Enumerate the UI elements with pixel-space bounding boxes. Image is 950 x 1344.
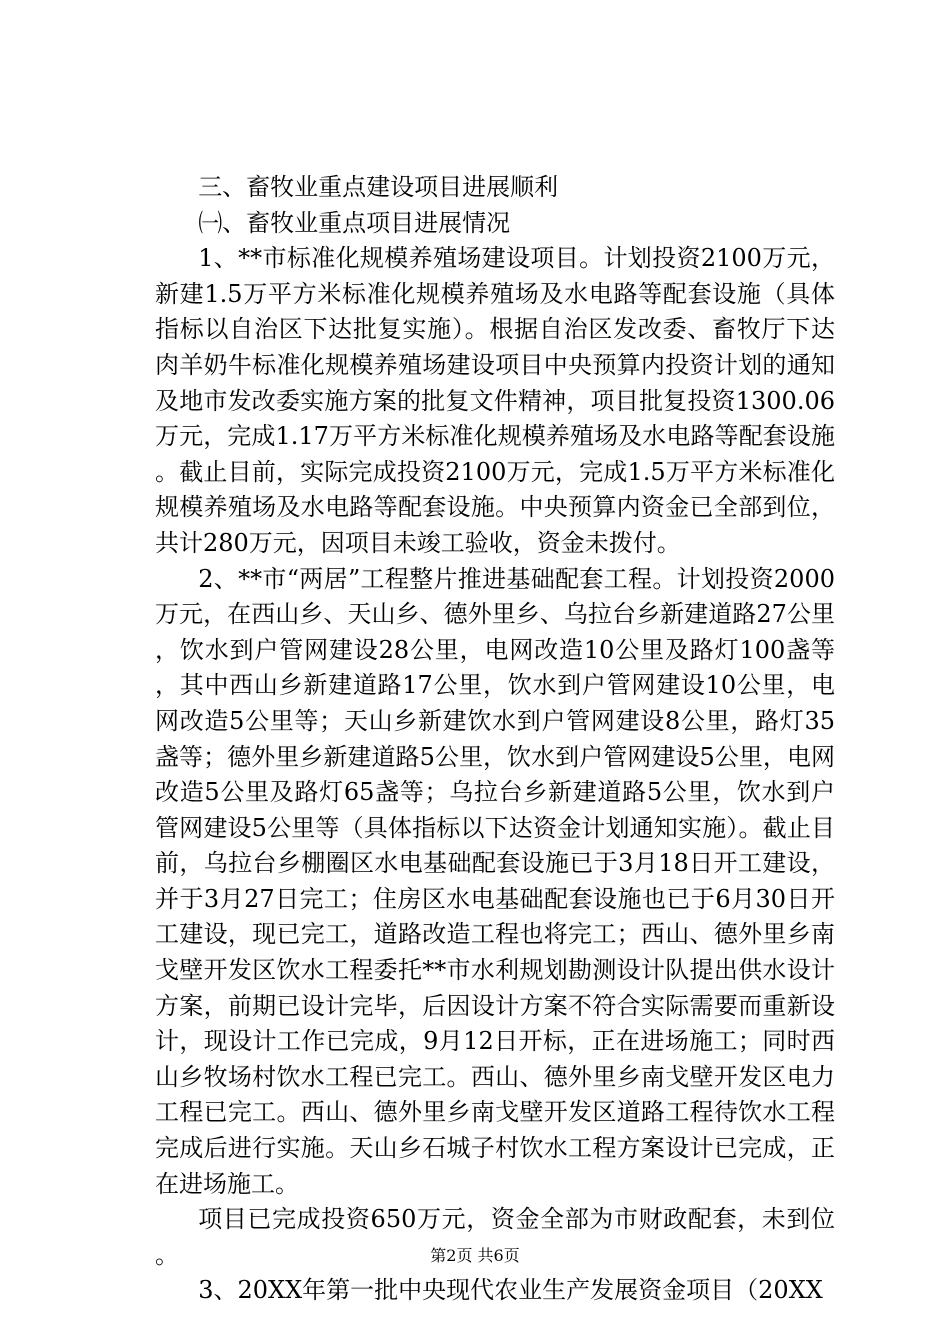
- paragraph-project-2-investment: 项目已完成投资650万元，资金全部为市财政配套，未到位。: [155, 1205, 835, 1269]
- paragraph-project-3: 3、20XX年第一批中央现代农业生产发展资金项目（20XX: [198, 1276, 823, 1305]
- section-heading: 三、畜牧业重点建设项目进展顺利: [198, 173, 559, 201]
- paragraph-project-2: 2、**市“两居”工程整片推进基础配套工程。计划投资2000万元，在西山乡、天山乡、德外里乡、乌拉台乡新建道路27公里，饮水到户管网建设28公里，电网改造10公里及路灯100盏等，其中西山乡新建道路17公里，饮水到户管网建设10公里，电网改造5公里等；天山乡新建饮水到户管网建设8公里，路灯35盏等；德外里乡新建道路5公里，饮水到户管网建设5公里，电网改造5公里及路灯65盏等；乌拉台乡新建道路5公里，饮水到户管网建设5公里等（具体指标以下达资金计划通知实施）。截止目前，乌拉台乡棚圈区水电基础配套设施已于3月18日开工建设，并于3月27日完工；住房区水电基础配套设施也已于6月30日开工建设，现已完工，道路改造工程也将完工；西山、德外里乡南戈壁开发区饮水工程委托**市水利规划勘测设计队提出供水设计方案，前期已设计完毕，后因设计方案不符合实际需要而重新设计，现设计工作已完成，9月12日开标，正在进场施工；同时西山乡牧场村饮水工程已完工。西山、德外里乡南戈壁开发区电力工程已完工。西山、德外里乡南戈壁开发区道路工程待饮水工程完成后进行实施。天山乡石城子村饮水工程方案设计已完成，正在进场施工。: [155, 564, 835, 1198]
- document-body: [155, 170, 835, 1309]
- subsection-heading: ㈠、畜牧业重点项目进展情况: [198, 208, 511, 237]
- paragraph-project-1: 1、**市标准化规模养殖场建设项目。计划投资2100万元，新建1.5万平方米标准化规模养殖场及水电路等配套设施（具体指标以自治区下达批复实施）。根据自治区发改委、畜牧厅下达肉羊奶牛标准化规模养殖场建设项目中央预算内投资计划的通知及地市发改委实施方案的批复文件精神，项目批复投资1300.06万元，完成1.17万平方米标准化规模养殖场及水电路等配套设施。截止目前，实际完成投资2100万元，完成1.5万平方米标准化规模养殖场及水电路等配套设施。中央预算内资金已全部到位，共计280万元，因项目未竣工验收，资金未拨付。: [155, 244, 835, 557]
- page-number-footer: 第2页 共6页: [430, 1246, 520, 1265]
